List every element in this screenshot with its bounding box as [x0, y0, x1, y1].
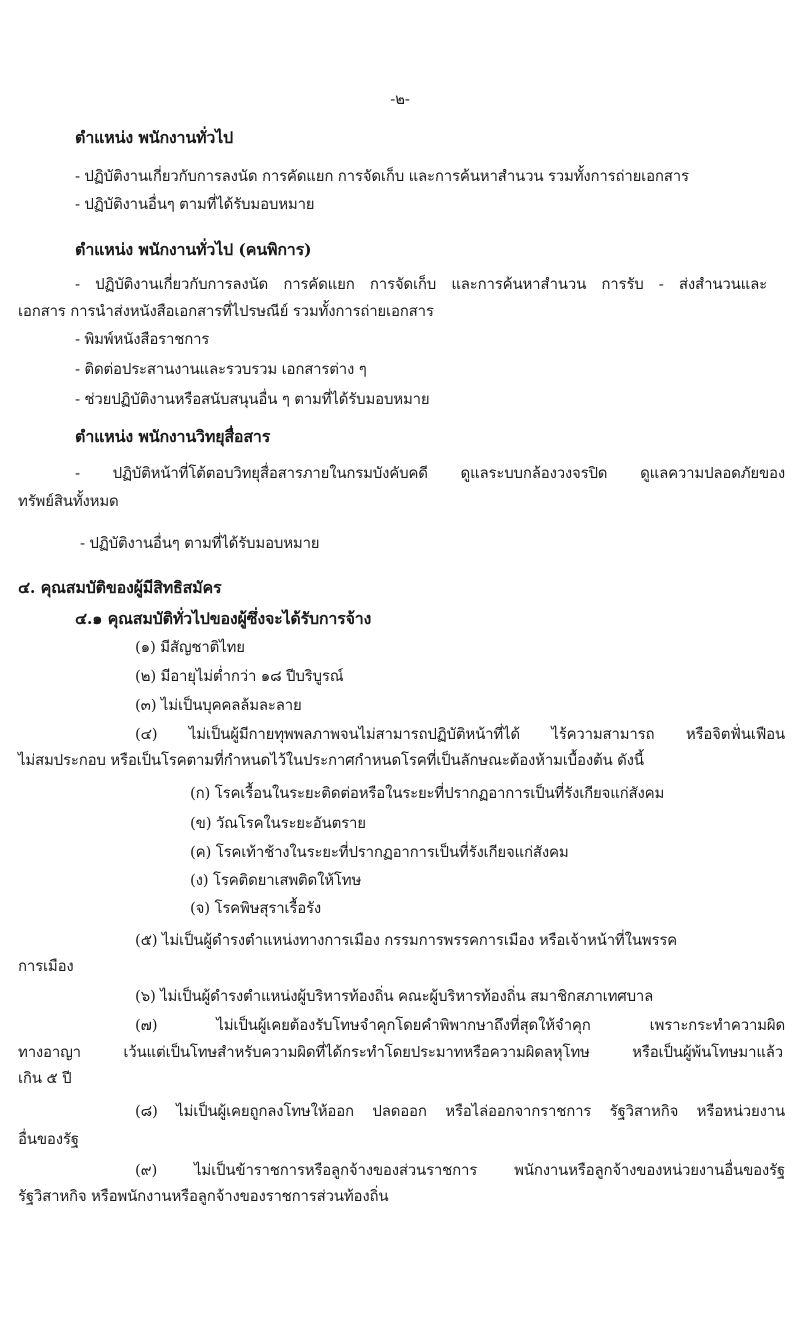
- general-staff-duty-1: - ปฏิบัติงานเกี่ยวกับการลงนัด การคัดแยก การจัดเก็บ และการค้นหาสำนวน รวมทั้งการถ่ายเอกสาร: [75, 167, 689, 185]
- radio-duty-1-line-1: - ปฏิบัติหน้าที่โต้ตอบวิทยุสื่อสารภายในกรมบังคับคดี ดูแลระบบกล้องวงจรปิด ดูแลความปลอดภัยของ: [75, 464, 785, 482]
- qualification-7-line-2: ทางอาญา เว้นแต่เป็นโทษสำหรับความผิดที่ได้กระทำโดยประมาทหรือความผิดลหุโทษ หรือเป็นผู้พ้นโทษมาแล้ว: [18, 1043, 783, 1061]
- section-title-general-staff: ตำแหน่ง พนักงานทั่วไป: [75, 128, 233, 147]
- disease-c: (ค) โรคเท้าช้างในระยะที่ปรากฏอาการเป็นที่รังเกียจแก่สังคม: [190, 843, 569, 861]
- qualification-7-line-1: (๗) ไม่เป็นผู้เคยต้องรับโทษจำคุกโดยคำพิพากษาถึงที่สุดให้จำคุก เพราะกระทำความผิด: [135, 1016, 785, 1034]
- section-title-general-staff-disabled: ตำแหน่ง พนักงานทั่วไป (คนพิการ): [75, 240, 312, 259]
- qualification-5-line-2: การเมือง: [18, 957, 74, 975]
- disabled-duty-4: - ช่วยปฏิบัติงานหรือสนับสนุนอื่น ๆ ตามที่ได้รับมอบหมาย: [75, 390, 430, 408]
- qualification-1: (๑) มีสัญชาติไทย: [135, 638, 245, 656]
- disabled-duty-1-line-2: เอกสาร การนำส่งหนังสือเอกสารที่ไปรษณีย์ รวมทั้งการถ่ายเอกสาร: [18, 302, 434, 320]
- disease-a: (ก) โรคเรื้อนในระยะติดต่อหรือในระยะที่ปรากฏอาการเป็นที่รังเกียจแก่สังคม: [190, 784, 665, 802]
- qualification-4-line-1: (๔) ไม่เป็นผู้มีกายทุพพลภาพจนไม่สามารถปฏิบัติหน้าที่ได้ ไร้ความสามารถ หรือจิตฟั่นเฟือน: [135, 725, 785, 743]
- qualifications-heading: ๔. คุณสมบัติของผู้มีสิทธิสมัคร: [18, 578, 222, 597]
- section-title-radio-staff: ตำแหน่ง พนักงานวิทยุสื่อสาร: [75, 427, 271, 446]
- qualification-5-line-1: (๕) ไม่เป็นผู้ดำรงตำแหน่งทางการเมือง กรรมการพรรคการเมือง หรือเจ้าหน้าที่ในพรรค: [135, 931, 678, 949]
- qualification-9-line-1: (๙) ไม่เป็นข้าราชการหรือลูกจ้างของส่วนราชการ พนักงานหรือลูกจ้างของหน่วยงานอื่นของรัฐ: [135, 1161, 785, 1179]
- radio-duty-2: - ปฏิบัติงานอื่นๆ ตามที่ได้รับมอบหมาย: [80, 534, 320, 552]
- qualifications-subheading: ๔.๑ คุณสมบัติทั่วไปของผู้ซึ่งจะได้รับการจ้าง: [75, 609, 372, 628]
- page-number: -๒-: [390, 90, 410, 108]
- disabled-duty-1-line-1: - ปฏิบัติงานเกี่ยวกับการลงนัด การคัดแยก การจัดเก็บ และการค้นหาสำนวน การรับ - ส่งสำนวนและ: [75, 275, 767, 293]
- disabled-duty-3: - ติดต่อประสานงานและรวบรวม เอกสารต่าง ๆ: [75, 360, 367, 378]
- general-staff-duty-2: - ปฏิบัติงานอื่นๆ ตามที่ได้รับมอบหมาย: [75, 195, 315, 213]
- qualification-8-line-1: (๘) ไม่เป็นผู้เคยถูกลงโทษให้ออก ปลดออก หรือไล่ออกจากราชการ รัฐวิสาหกิจ หรือหน่วยงาน: [135, 1102, 785, 1120]
- radio-duty-1-line-2: ทรัพย์สินทั้งหมด: [18, 492, 119, 510]
- qualification-6: (๖) ไม่เป็นผู้ดำรงตำแหน่งผู้บริหารท้องถิ่น คณะผู้บริหารท้องถิ่น สมาชิกสภาเทศบาล: [135, 987, 654, 1005]
- qualification-2: (๒) มีอายุไม่ต่ำกว่า ๑๘ ปีบริบูรณ์: [135, 667, 344, 685]
- qualification-8-line-2: อื่นของรัฐ: [18, 1130, 79, 1148]
- disease-e: (จ) โรคพิษสุราเรื้อรัง: [190, 899, 321, 917]
- disease-d: (ง) โรคติดยาเสพติดให้โทษ: [190, 871, 362, 889]
- qualification-4-line-2: ไม่สมประกอบ หรือเป็นโรคตามที่กำหนดไว้ในประกาศกำหนดโรคที่เป็นลักษณะต้องห้ามเบื้องต้น ดังนี้: [18, 751, 644, 769]
- qualification-3: (๓) ไม่เป็นบุคคลล้มละลาย: [135, 696, 302, 714]
- disease-b: (ข) วัณโรคในระยะอันตราย: [190, 814, 366, 832]
- qualification-7-line-3: เกิน ๕ ปี: [18, 1069, 72, 1087]
- disabled-duty-2: - พิมพ์หนังสือราชการ: [75, 330, 210, 348]
- qualification-9-line-2: รัฐวิสาหกิจ หรือพนักงานหรือลูกจ้างของราชการส่วนท้องถิ่น: [18, 1187, 389, 1205]
